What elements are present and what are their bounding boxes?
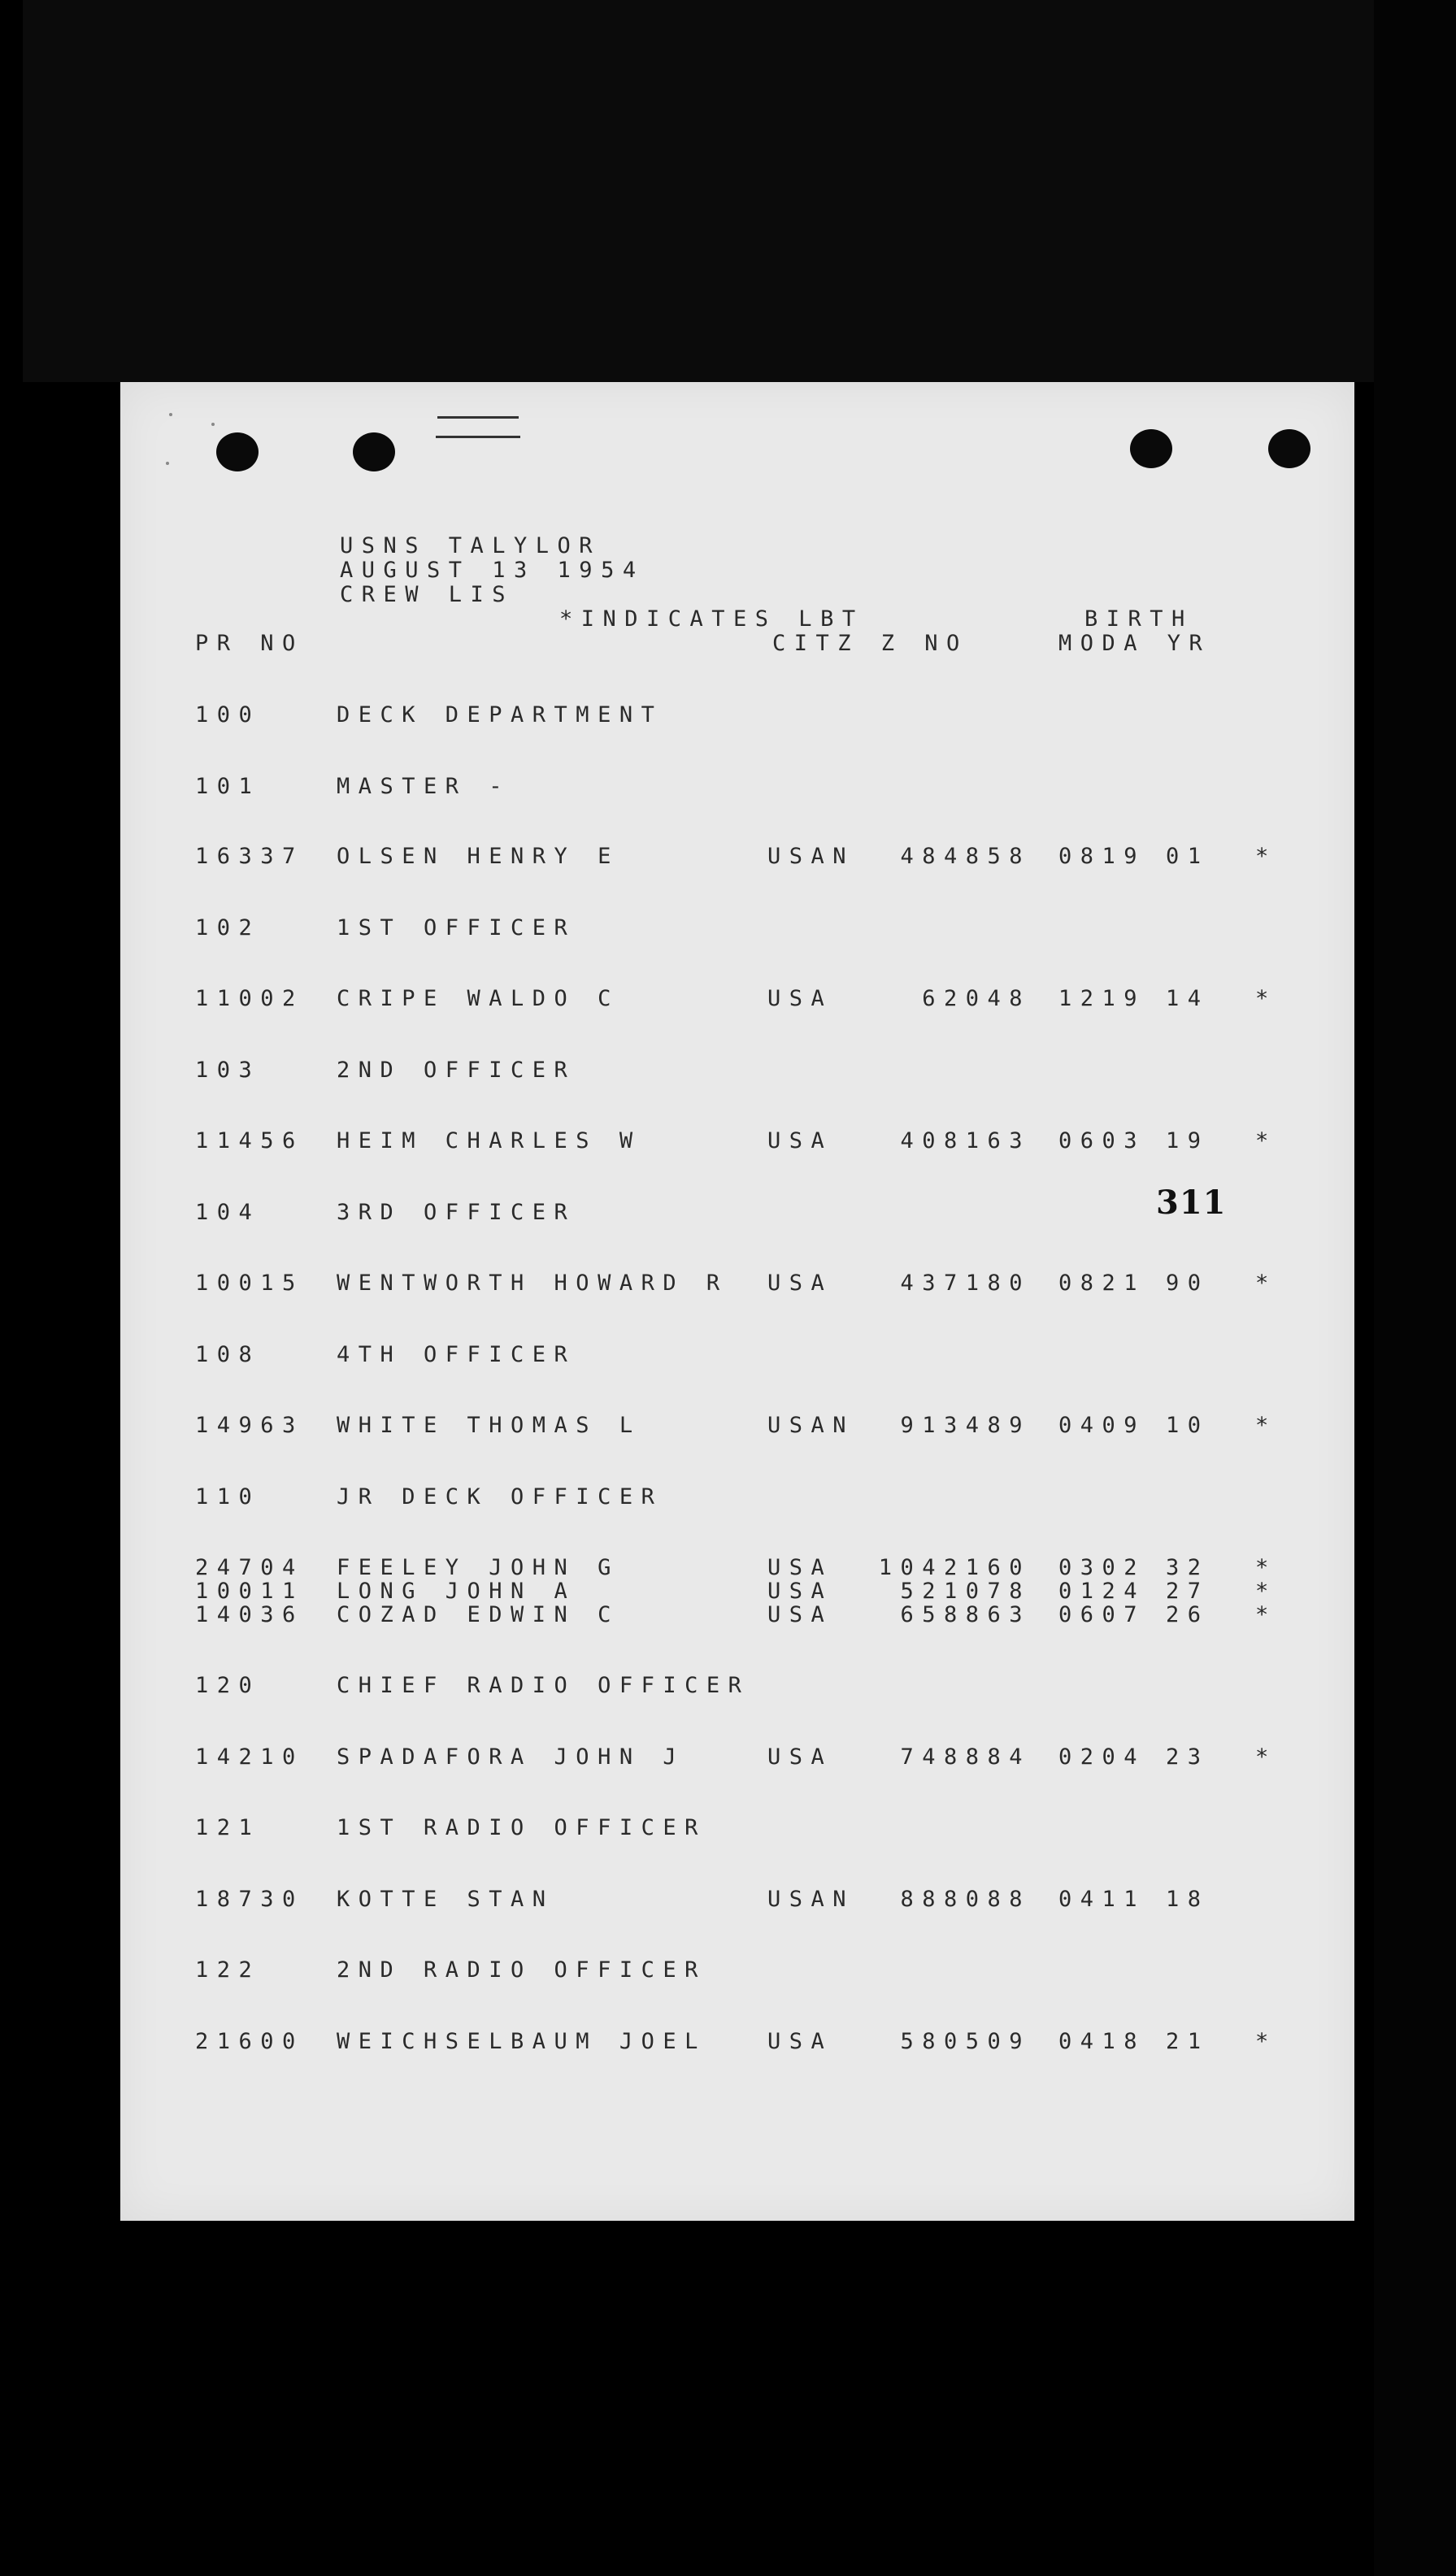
pr-number: 122: [195, 1957, 261, 1983]
lbt-mark: *: [1255, 2029, 1277, 2054]
pr-number: 14963: [195, 1413, 304, 1438]
z-number: 437180: [900, 1271, 1031, 1296]
birth-year: 10: [1166, 1413, 1210, 1438]
citizenship: USA: [767, 1128, 833, 1153]
entry-text: CRIPE WALDO C: [337, 986, 619, 1011]
entry-text: WENTWORTH HOWARD R: [337, 1271, 728, 1296]
z-number: 484858: [900, 844, 1031, 869]
pr-number: 11002: [195, 986, 304, 1011]
pen-mark: [436, 436, 520, 438]
lbt-legend: *INDICATES LBT: [559, 606, 864, 632]
citizenship: USAN: [767, 844, 855, 869]
citizenship: USA: [767, 1555, 833, 1580]
entry-text: 2ND RADIO OFFICER: [337, 1957, 706, 1983]
z-number: 888088: [900, 1887, 1031, 1912]
pr-number: 100: [195, 702, 261, 728]
z-number: 658863: [900, 1602, 1031, 1627]
pr-number: 102: [195, 915, 261, 940]
z-number: 748884: [900, 1744, 1031, 1770]
citizenship: USA: [767, 1579, 833, 1604]
entry-text: COZAD EDWIN C: [337, 1602, 619, 1627]
z-number: 62048: [922, 986, 1031, 1011]
citizenship: USA: [767, 1744, 833, 1770]
column-header-moda-yr: MODA YR: [1058, 631, 1211, 656]
crew-list-page: [120, 382, 1354, 2221]
entry-text: SPADAFORA JOHN J: [337, 1744, 685, 1770]
dark-background: [23, 0, 1405, 382]
entry-text: HEIM CHARLES W: [337, 1128, 641, 1153]
birth-moda: 0204: [1058, 1744, 1146, 1770]
pr-number: 18730: [195, 1887, 304, 1912]
pr-number: 24704: [195, 1555, 304, 1580]
birth-year: 26: [1166, 1602, 1210, 1627]
entry-text: 3RD OFFICER: [337, 1200, 576, 1225]
column-header-pr-no: PR NO: [195, 631, 304, 656]
entry-text: WEICHSELBAUM JOEL: [337, 2029, 706, 2054]
page-number-stamp: 311: [1156, 1184, 1227, 1222]
punch-hole: [353, 432, 395, 471]
birth-year: 14: [1166, 986, 1210, 1011]
entry-text: 1ST RADIO OFFICER: [337, 1815, 706, 1840]
citizenship: USA: [767, 986, 833, 1011]
pr-number: 10015: [195, 1271, 304, 1296]
speck: [166, 462, 169, 465]
birth-year: 18: [1166, 1887, 1210, 1912]
birth-year: 19: [1166, 1128, 1210, 1153]
entry-text: 4TH OFFICER: [337, 1342, 576, 1367]
birth-moda: 0607: [1058, 1602, 1146, 1627]
punch-hole: [216, 432, 259, 471]
entry-text: 2ND OFFICER: [337, 1058, 576, 1083]
z-number: 1042160: [878, 1555, 1031, 1580]
pr-number: 110: [195, 1484, 261, 1510]
lbt-mark: *: [1255, 1579, 1277, 1604]
lbt-mark: *: [1255, 1744, 1277, 1770]
z-number: 408163: [900, 1128, 1031, 1153]
pr-number: 14210: [195, 1744, 304, 1770]
citizenship: USAN: [767, 1413, 855, 1438]
birth-year: 01: [1166, 844, 1210, 869]
birth-moda: 0411: [1058, 1887, 1146, 1912]
pr-number: 16337: [195, 844, 304, 869]
speck: [169, 413, 172, 416]
lbt-mark: *: [1255, 1555, 1277, 1580]
citizenship: USA: [767, 2029, 833, 2054]
pr-number: 108: [195, 1342, 261, 1367]
citizenship: USAN: [767, 1887, 855, 1912]
birth-year: 90: [1166, 1271, 1210, 1296]
punch-hole: [1130, 429, 1172, 468]
entry-text: KOTTE STAN: [337, 1887, 554, 1912]
entry-text: MASTER -: [337, 774, 511, 799]
birth-moda: 0603: [1058, 1128, 1146, 1153]
entry-text: CHIEF RADIO OFFICER: [337, 1673, 750, 1698]
pr-number: 14036: [195, 1602, 304, 1627]
entry-text: FEELEY JOHN G: [337, 1555, 619, 1580]
birth-moda: 0418: [1058, 2029, 1146, 2054]
pr-number: 121: [195, 1815, 261, 1840]
citizenship: USA: [767, 1602, 833, 1627]
z-number: 580509: [900, 2029, 1031, 2054]
birth-year: 23: [1166, 1744, 1210, 1770]
birth-moda: 0409: [1058, 1413, 1146, 1438]
z-number: 913489: [900, 1413, 1031, 1438]
pen-mark: [437, 416, 519, 419]
entry-text: OLSEN HENRY E: [337, 844, 619, 869]
lbt-mark: *: [1255, 1271, 1277, 1296]
pr-number: 101: [195, 774, 261, 799]
citizenship: USA: [767, 1271, 833, 1296]
entry-text: JR DECK OFFICER: [337, 1484, 663, 1510]
lbt-mark: *: [1255, 1413, 1277, 1438]
entry-text: LONG JOHN A: [337, 1579, 576, 1604]
column-header-citz-z-no: CITZ Z NO: [772, 631, 968, 656]
birth-heading: BIRTH: [1084, 606, 1193, 632]
birth-moda: 0821: [1058, 1271, 1146, 1296]
entry-text: WHITE THOMAS L: [337, 1413, 641, 1438]
birth-moda: 0302: [1058, 1555, 1146, 1580]
list-date: AUGUST 13 1954: [340, 558, 645, 583]
lbt-mark: *: [1255, 1128, 1277, 1153]
entry-text: 1ST OFFICER: [337, 915, 576, 940]
birth-moda: 1219: [1058, 986, 1146, 1011]
lbt-mark: *: [1255, 1602, 1277, 1627]
pr-number: 21600: [195, 2029, 304, 2054]
pr-number: 103: [195, 1058, 261, 1083]
punch-hole: [1268, 429, 1310, 468]
birth-year: 21: [1166, 2029, 1210, 2054]
birth-year: 27: [1166, 1579, 1210, 1604]
pr-number: 10011: [195, 1579, 304, 1604]
birth-moda: 0124: [1058, 1579, 1146, 1604]
pr-number: 120: [195, 1673, 261, 1698]
lbt-mark: *: [1255, 986, 1277, 1011]
pr-number: 11456: [195, 1128, 304, 1153]
lbt-mark: *: [1255, 844, 1277, 869]
pr-number: 104: [195, 1200, 261, 1225]
birth-year: 32: [1166, 1555, 1210, 1580]
ship-name: USNS TALYLOR: [340, 533, 602, 558]
birth-moda: 0819: [1058, 844, 1146, 869]
entry-text: DECK DEPARTMENT: [337, 702, 663, 728]
list-title: CREW LIS: [340, 582, 515, 607]
speck: [211, 423, 215, 426]
z-number: 521078: [900, 1579, 1031, 1604]
dark-background-right: [1374, 0, 1456, 2576]
